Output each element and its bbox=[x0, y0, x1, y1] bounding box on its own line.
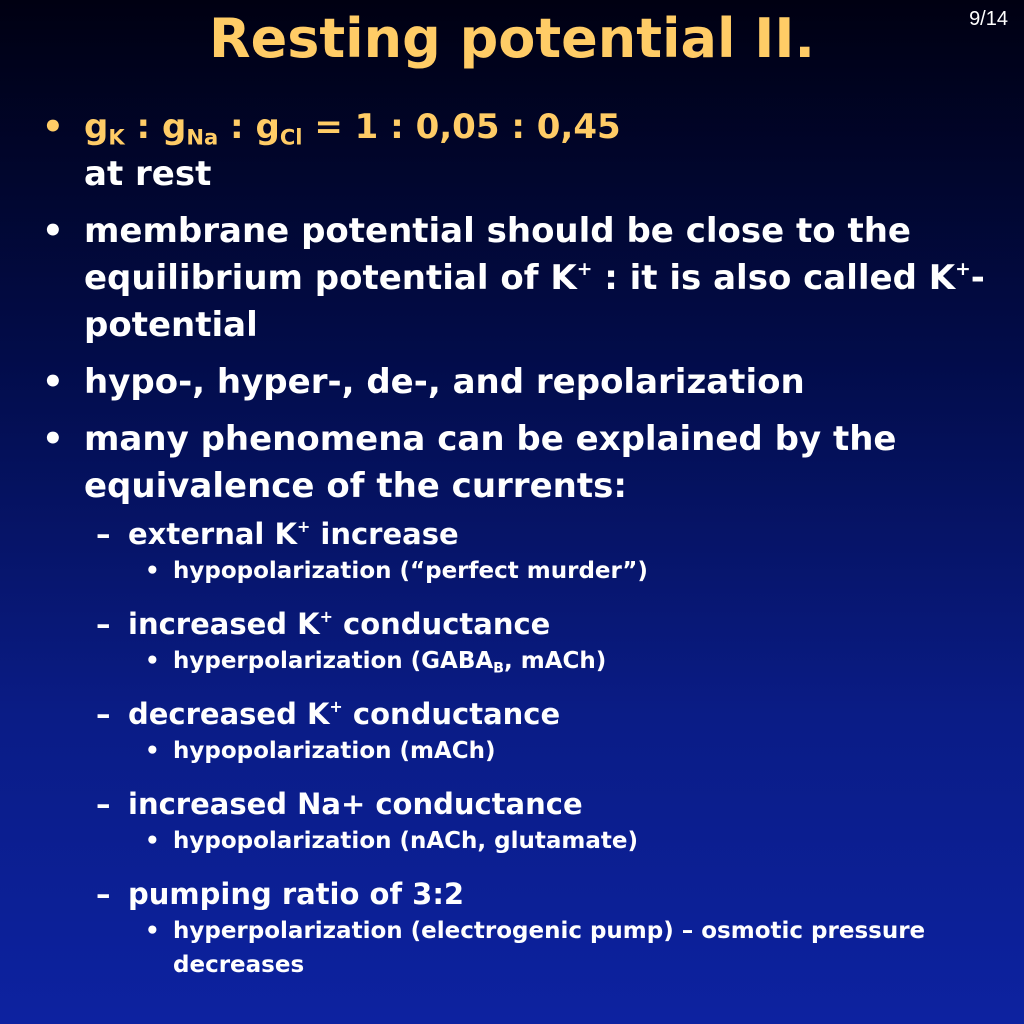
small-bullet-icon: • bbox=[145, 918, 160, 944]
subitem-increased-na bbox=[42, 784, 1002, 824]
cl-subscript: Cl bbox=[279, 124, 303, 150]
small-bullet-icon: • bbox=[145, 828, 160, 854]
subitem-external-k bbox=[42, 514, 1002, 554]
detail-item bbox=[42, 914, 1002, 982]
dash-icon: – bbox=[96, 787, 111, 821]
detail-text: hypopolarization (mACh) bbox=[173, 738, 496, 764]
subitem-text: pumping ratio of 3:2 bbox=[128, 877, 465, 911]
na-subscript: Na bbox=[186, 124, 219, 150]
plus-superscript: + bbox=[576, 258, 593, 280]
detail-item bbox=[42, 644, 1002, 678]
detail-item bbox=[42, 734, 1002, 768]
bullet-conductance-ratio bbox=[42, 104, 1002, 198]
bullet-text: membrane potential should be close to the equilibrium potential of K bbox=[84, 211, 911, 298]
slide-title: Resting potential II. bbox=[209, 7, 815, 70]
detail-text: hyperpolarization (GABA bbox=[173, 648, 494, 674]
bullet-phenomena bbox=[42, 416, 1002, 510]
subitem-text: increased Na+ conductance bbox=[128, 787, 583, 821]
subitem-pumping-ratio bbox=[42, 874, 1002, 914]
plus-superscript: + bbox=[319, 607, 333, 627]
bullet-text: : it is also called K bbox=[592, 258, 956, 298]
subitem-text: increase bbox=[310, 517, 459, 551]
bullet-text: -potential bbox=[84, 258, 985, 345]
subitem-text: conductance bbox=[342, 697, 561, 731]
dash-icon: – bbox=[96, 517, 111, 551]
bullet-membrane-potential bbox=[42, 208, 1002, 349]
slide-content bbox=[42, 104, 1002, 982]
subitem-increased-k bbox=[42, 604, 1002, 644]
bullet-continuation: at rest bbox=[84, 154, 212, 194]
subitem-decreased-k bbox=[42, 694, 1002, 734]
bullet-icon: • bbox=[42, 211, 64, 251]
detail-text: hypopolarization (nACh, glutamate) bbox=[173, 828, 639, 854]
plus-superscript: + bbox=[296, 517, 311, 537]
plus-superscript: + bbox=[329, 697, 343, 717]
detail-text: , mACh) bbox=[504, 648, 607, 674]
ratio-separator: : bbox=[124, 107, 162, 147]
bullet-text: many phenomena can be explained by the equivalence of the currents: bbox=[84, 419, 897, 506]
ratio-values: = 1 : 0,05 : 0,45 bbox=[302, 107, 621, 147]
detail-text: hypopolarization (“perfect murder”) bbox=[173, 558, 648, 584]
page-number: 9/14 bbox=[969, 8, 1008, 30]
bullet-polarization-types bbox=[42, 359, 1002, 406]
subitem-text: external K bbox=[128, 517, 297, 551]
g-symbol: g bbox=[161, 107, 187, 147]
b-subscript: B bbox=[493, 660, 505, 677]
small-bullet-icon: • bbox=[145, 648, 160, 674]
ratio-separator: : bbox=[218, 107, 256, 147]
subitem-text: conductance bbox=[332, 607, 551, 641]
detail-item bbox=[42, 824, 1002, 858]
small-bullet-icon: • bbox=[145, 738, 160, 764]
bullet-icon: • bbox=[42, 107, 64, 147]
small-bullet-icon: • bbox=[145, 558, 160, 584]
dash-icon: – bbox=[96, 697, 111, 731]
dash-icon: – bbox=[96, 877, 111, 911]
k-subscript: K bbox=[108, 124, 125, 150]
subitem-text: decreased K bbox=[128, 697, 330, 731]
detail-item bbox=[42, 554, 1002, 588]
subitem-text: increased K bbox=[128, 607, 320, 641]
dash-icon: – bbox=[96, 607, 111, 641]
plus-superscript: + bbox=[955, 258, 971, 280]
g-symbol: g bbox=[255, 107, 280, 147]
detail-text: hyperpolarization (electrogenic pump) – osmotic pressure decreases bbox=[173, 918, 926, 978]
bullet-icon: • bbox=[42, 419, 64, 459]
bullet-text: hypo-, hyper-, de-, and repolarization bbox=[84, 362, 805, 402]
bullet-icon: • bbox=[42, 362, 64, 402]
g-symbol: g bbox=[84, 107, 109, 147]
